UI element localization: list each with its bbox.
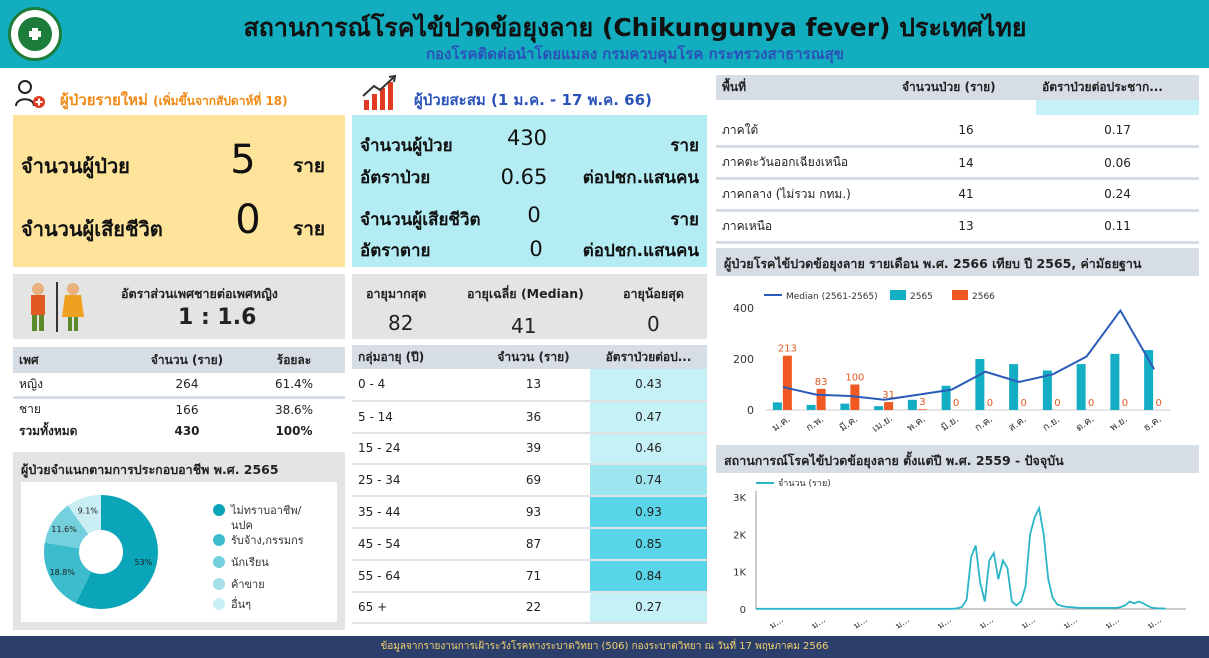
age-rate-cell: 0.74 [590, 464, 707, 496]
x-tick-label: ม... [936, 615, 954, 632]
cum-rate-value: 0.65 [500, 165, 548, 189]
cum-patients-unit: ราย [670, 136, 699, 156]
x-tick-label: พ.ย. [1108, 414, 1130, 434]
legend-label: 2565 [910, 292, 933, 302]
legend-label: ค้าขาย [231, 578, 265, 591]
region-cell: ภาคตะวันออกเฉียงเหนือ [722, 155, 849, 170]
new-deaths-label: จำนวนผู้เสียชีวิต [21, 217, 163, 241]
age-min-value: 0 [647, 312, 660, 336]
bar-value-label: 3 [919, 397, 926, 409]
legend-label: อื่นๆ [231, 598, 252, 611]
sex-cell: หญิง [19, 376, 43, 391]
legend-label: ไม่ทราบอาชีพ/ [231, 504, 302, 517]
page-subtitle: กองโรคติดต่อนำโดยแมลง กรมควบคุมโรค กระทรวงสาธารณสุข [425, 45, 845, 63]
age-group-cell: 0 - 4 [358, 377, 386, 392]
y-tick-label: 2K [733, 530, 746, 542]
count-cell: 166 [175, 402, 199, 417]
age-rate-cell: 0.47 [590, 401, 707, 433]
bar-2565[interactable] [1009, 364, 1018, 410]
age-group-col-header: กลุ่มอายุ (ปี) [358, 349, 425, 364]
region-col-header: พื้นที่ [722, 80, 747, 94]
total-count: 430 [174, 424, 200, 438]
cum-death-rate-value: 0 [529, 237, 543, 261]
cum-rate-unit: ต่อปชก.แสนคน [582, 168, 699, 188]
region-rate-cell: 0.17 [1104, 123, 1131, 138]
bar-value-label: 31 [882, 390, 895, 402]
occupation-chart-area [21, 482, 337, 622]
age-table [352, 345, 707, 624]
bar-value-label: 213 [777, 343, 797, 355]
y-tick-label: 400 [733, 302, 754, 315]
trend-line-chart [716, 473, 1199, 635]
cum-death-rate-label: อัตราตาย [360, 241, 431, 261]
legend-swatch [952, 290, 968, 300]
region-rate-col-header: อัตราป่วยต่อประชาก... [1042, 80, 1163, 94]
age-min-label: อายุน้อยสุด [623, 286, 684, 301]
age-rate-cell: 0.43 [590, 369, 707, 401]
cum-patients-label: จำนวนผู้ป่วย [360, 136, 453, 156]
x-tick-label: มิ.ย. [939, 414, 962, 434]
table-row [352, 560, 707, 592]
monthly-chart-title: ผู้ป่วยโรคไข้ปวดข้อยุงลาย รายเดือน พ.ศ. 2566 เทียบ ปี 2565, ค่ามัธยฐาน [716, 248, 1199, 276]
age-count-cell: 87 [525, 536, 542, 551]
region-cell: ภาคกลาง (ไม่รวม กทม.) [722, 186, 851, 201]
pie-slice-label: 53% [134, 557, 153, 567]
y-tick-label: 1K [733, 567, 746, 579]
y-tick-label: 200 [733, 353, 754, 366]
age-count-cell: 13 [525, 377, 542, 392]
cumulative-card [352, 115, 707, 267]
legend-label: จำนวน (ราย) [778, 479, 831, 489]
table-row [13, 373, 345, 397]
x-tick-label: มี.ค. [837, 413, 861, 435]
bar-2565[interactable] [1077, 364, 1086, 410]
table-row [352, 401, 707, 433]
legend-label: นักเรียน [231, 556, 269, 569]
sex-cell: ชาย [19, 402, 41, 417]
total-percent: 100% [275, 424, 313, 438]
occupation-pie-chart [21, 482, 337, 622]
sex-ratio-card [13, 274, 345, 339]
legend-label: รับจ้าง,กรรมกร [231, 534, 304, 547]
table-row [716, 210, 1199, 242]
age-group-cell: 25 - 34 [358, 473, 401, 488]
sex-table-header [13, 347, 345, 373]
occupation-panel [13, 452, 345, 630]
table-row [13, 397, 345, 421]
cum-rate-label: อัตราป่วย [360, 168, 431, 188]
age-count-cell: 36 [525, 409, 542, 424]
age-count-cell: 69 [525, 473, 542, 488]
cum-deaths-label: จำนวนผู้เสียชีวิต [360, 210, 481, 230]
scrolled-row-spacer [716, 100, 1199, 115]
bar-value-label: 0 [1087, 398, 1095, 409]
bar-2565[interactable] [807, 405, 816, 410]
bar-value-label: 0 [1121, 398, 1129, 409]
region-table-header [716, 75, 1199, 100]
add-user-icon [14, 78, 46, 110]
y-tick-label: 3K [733, 493, 746, 504]
x-tick-label: ม... [768, 615, 786, 632]
median-line [783, 311, 1154, 400]
table-row [352, 464, 707, 496]
age-count-cell: 39 [525, 441, 542, 456]
age-rate-cell: 0.46 [590, 433, 707, 465]
pie-slice-label: 11.6% [51, 524, 77, 534]
legend-swatch [213, 534, 225, 546]
occupation-title: ผู้ป่วยจำแนกตามการประกอบอาชีพ พ.ศ. 2565 [21, 462, 279, 477]
table-row [352, 528, 707, 560]
region-count-cell: 14 [958, 155, 974, 170]
cum-deaths-value: 0 [527, 203, 541, 227]
bar-2566[interactable] [817, 389, 826, 410]
age-count-cell: 71 [525, 568, 542, 583]
total-label: รวมทั้งหมด [19, 423, 78, 438]
x-tick-label: ม... [1104, 615, 1122, 632]
rising-chart-icon [360, 74, 400, 112]
table-total-row [13, 421, 345, 441]
bar-value-label: 0 [1155, 398, 1162, 409]
x-tick-label: ม... [852, 615, 870, 632]
region-count-cell: 16 [958, 123, 974, 138]
x-tick-label: ก.ย. [1040, 414, 1063, 434]
region-count-cell: 41 [958, 187, 974, 202]
trend-chart-title: สถานการณ์โรคไข้ปวดข้อยุงลาย ตั้งแต่ปี พ.ศ. 2559 - ปัจจุบัน [716, 445, 1199, 473]
age-table-header [352, 345, 707, 369]
age-group-cell: 15 - 24 [358, 441, 401, 456]
cumulative-title: ผู้ป่วยสะสม (1 ม.ค. - 17 พ.ค. 66) [414, 91, 652, 109]
age-group-cell: 5 - 14 [358, 409, 393, 424]
x-tick-label: พ.ค. [905, 413, 928, 435]
y-tick-label: 0 [747, 404, 754, 417]
new-cases-card [13, 115, 345, 267]
region-count-col-header: จำนวนป่วย (ราย) [902, 80, 996, 94]
new-deaths-value: 0 [235, 197, 261, 243]
count-col-header: จำนวน (ราย) [150, 352, 224, 367]
bar-value-label: 0 [952, 398, 960, 409]
table-row [352, 496, 707, 528]
age-count-cell: 22 [525, 600, 542, 615]
table-row [716, 147, 1199, 179]
sex-ratio-value: 1 : 1.6 [178, 305, 257, 330]
bar-2565[interactable] [773, 402, 782, 410]
sex-ratio-label: อัตราส่วนเพศชายต่อเพศหญิง [121, 286, 278, 301]
age-count-col-header: จำนวน (ราย) [497, 349, 570, 364]
bar-value-label: 100 [845, 372, 865, 384]
x-tick-label: ม.ค. [770, 413, 793, 435]
legend-label: นปค [231, 519, 253, 532]
monthly-bar-chart [716, 276, 1199, 440]
x-tick-label: ม... [1062, 615, 1080, 632]
age-group-cell: 65 + [358, 600, 388, 615]
pie-slice-label: 18.8% [49, 567, 76, 577]
region-cell: ภาคใต้ [722, 122, 759, 137]
age-rate-cell: 0.84 [590, 560, 707, 592]
x-tick-label: ม... [810, 615, 828, 632]
x-tick-label: ม... [1020, 615, 1038, 632]
legend-label: 2566 [972, 292, 995, 302]
age-rate-cell: 0.27 [590, 592, 707, 624]
bar-2565[interactable] [908, 400, 917, 410]
x-tick-label: ส.ค. [1006, 413, 1029, 434]
legend-swatch [213, 598, 225, 610]
x-tick-label: ก.ค. [972, 413, 995, 434]
sex-table [13, 347, 345, 441]
age-rate-cell: 0.85 [590, 528, 707, 560]
percent-cell: 38.6% [274, 402, 314, 417]
page-title: สถานการณ์โรคไข้ปวดข้อยุงลาย (Chikungunya fever) ประเทศไทย [243, 13, 1027, 42]
trend-chart-panel [716, 445, 1199, 635]
x-tick-label: ม... [1146, 615, 1164, 632]
percent-col-header: ร้อยละ [276, 352, 312, 367]
region-rate-cell: 0.11 [1104, 219, 1131, 234]
bar-2565[interactable] [1110, 354, 1119, 410]
x-tick-label: เม.ย. [870, 413, 895, 435]
table-row [716, 179, 1199, 211]
new-deaths-unit: ราย [293, 218, 326, 240]
x-tick-label: ม... [894, 615, 912, 632]
table-row [352, 592, 707, 624]
bar-2565[interactable] [874, 406, 883, 410]
legend-swatch [890, 290, 906, 300]
ddc-logo [8, 7, 62, 61]
age-max-value: 82 [388, 311, 414, 335]
x-tick-label: ก.พ. [804, 413, 827, 434]
bar-2566[interactable] [918, 409, 927, 410]
bar-value-label: 83 [814, 376, 828, 388]
region-count-cell: 13 [958, 219, 974, 234]
legend-swatch [213, 578, 225, 590]
monthly-chart-panel [716, 248, 1199, 440]
region-cell: ภาคเหนือ [722, 218, 773, 233]
bar-value-label: 0 [1054, 398, 1061, 409]
legend-swatch [213, 556, 225, 568]
cum-deaths-unit: ราย [670, 210, 699, 230]
age-rate-cell: 0.93 [590, 496, 707, 528]
new-cases-title: ผู้ป่วยรายใหม่ (เพิ่มขึ้นจากสัปดาห์ที่ 18) [60, 91, 288, 109]
new-patients-value: 5 [230, 137, 256, 183]
percent-cell: 61.4% [274, 377, 314, 392]
x-tick-label: ม... [978, 615, 996, 632]
count-cell: 264 [175, 377, 199, 392]
legend-label: Median (2561-2565) [786, 292, 878, 302]
pie-slice-label: 9.1% [77, 506, 98, 516]
bar-2566[interactable] [884, 402, 893, 410]
age-stats-card [352, 274, 707, 339]
y-tick-label: 0 [739, 605, 746, 616]
table-row [352, 369, 707, 401]
sex-col-header: เพศ [19, 352, 39, 367]
footer-bar: ข้อมูลจากรายงานการเฝ้าระวังโรคทางระบาดวิทยา (506) กองระบาดวิทยา ณ วันที่ 17 พฤษภาคม 2566 [0, 636, 1209, 658]
region-rate-cell: 0.24 [1104, 187, 1131, 202]
bar-2565[interactable] [840, 404, 849, 410]
bar-value-label: 0 [986, 398, 994, 409]
trend-series-line [756, 508, 1166, 609]
bar-2565[interactable] [975, 359, 984, 410]
legend-swatch [213, 504, 225, 516]
table-row [352, 433, 707, 465]
region-table [716, 75, 1199, 244]
age-max-label: อายุมากสุด [366, 286, 427, 301]
male-female-icon [23, 281, 87, 333]
x-tick-label: ต.ค. [1074, 413, 1097, 435]
new-patients-label: จำนวนผู้ป่วย [21, 154, 130, 178]
age-rate-col-header: อัตราป่วยต่อป... [605, 349, 692, 364]
age-median-value: 41 [511, 314, 537, 338]
table-row [716, 115, 1199, 147]
age-group-cell: 45 - 54 [358, 536, 401, 551]
age-group-cell: 35 - 44 [358, 505, 401, 520]
region-rate-cell: 0.06 [1104, 155, 1131, 170]
x-tick-label: ธ.ค. [1141, 413, 1164, 434]
age-group-cell: 55 - 64 [358, 568, 401, 583]
age-median-label: อายุเฉลี่ย (Median) [467, 286, 584, 301]
bar-value-label: 0 [1020, 398, 1027, 409]
new-patients-unit: ราย [293, 155, 326, 177]
bar-2566[interactable] [783, 356, 792, 410]
age-count-cell: 93 [525, 505, 542, 520]
cum-patients-value: 430 [506, 126, 548, 150]
cum-death-rate-unit: ต่อปชก.แสนคน [582, 241, 699, 261]
